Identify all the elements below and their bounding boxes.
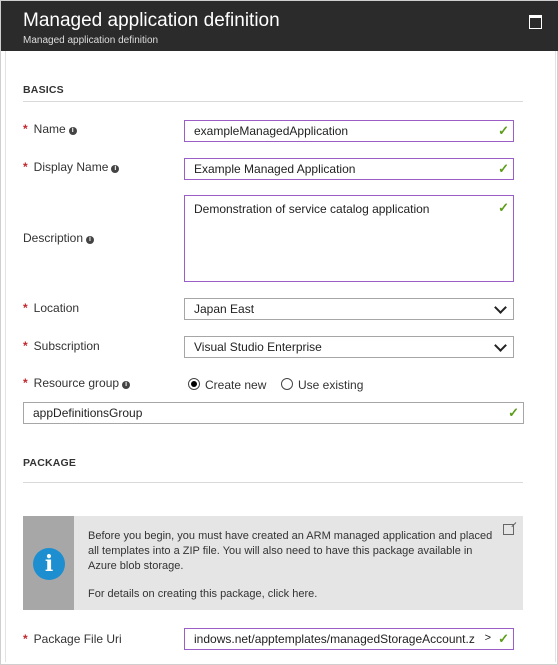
package-divider: [23, 482, 523, 483]
name-value: exampleManagedApplication: [194, 124, 349, 138]
location-dropdown[interactable]: [184, 298, 514, 320]
info-icon[interactable]: i: [69, 127, 77, 135]
chevron-down-icon: [494, 301, 507, 314]
name-label: * Name i: [23, 122, 77, 136]
display-name-value: Example Managed Application: [194, 162, 356, 176]
checkmark-icon: ✓: [498, 123, 509, 138]
text-overflow-marker: >: [484, 632, 491, 644]
package-section-title: PACKAGE: [23, 457, 77, 469]
checkmark-icon: ✓: [498, 161, 509, 176]
checkmark-icon: ✓: [498, 631, 509, 646]
maximize-icon[interactable]: [529, 15, 542, 29]
location-label: * Location: [23, 301, 80, 315]
use-existing-label[interactable]: Use existing: [298, 378, 364, 392]
package-file-uri-label: * Package File Uri: [23, 632, 122, 646]
info-icon[interactable]: i: [111, 165, 119, 173]
required-asterisk: *: [23, 122, 28, 136]
external-link-icon[interactable]: [503, 524, 514, 535]
name-input[interactable]: [184, 120, 514, 142]
info-icon[interactable]: i: [122, 381, 130, 389]
blade-header: [1, 1, 558, 51]
display-name-input[interactable]: [184, 158, 514, 180]
info-box[interactable]: [23, 516, 523, 610]
basics-divider: [23, 101, 523, 102]
create-new-label[interactable]: Create new: [205, 378, 267, 392]
required-asterisk: *: [23, 632, 28, 646]
display-name-label: * Display Name i: [23, 160, 119, 174]
package-file-uri-input[interactable]: [184, 628, 514, 650]
description-textarea[interactable]: [184, 195, 514, 282]
checkmark-icon: ✓: [508, 405, 519, 420]
info-icon[interactable]: i: [86, 236, 94, 244]
required-asterisk: *: [23, 339, 28, 353]
info-message: Before you begin, you must have created an ARM managed application and placed all templates into a ZIP file. You will also need to have this package available in Azure blob storage.: [88, 530, 493, 572]
create-new-radio[interactable]: [188, 378, 200, 390]
resource-group-input[interactable]: [23, 402, 524, 424]
resource-group-value: appDefinitionsGroup: [33, 406, 143, 420]
required-asterisk: *: [23, 301, 28, 315]
info-icon: i: [33, 548, 65, 580]
blade-title: Managed application definition: [23, 10, 280, 31]
checkmark-icon: ✓: [498, 200, 509, 215]
subscription-value: Visual Studio Enterprise: [194, 340, 322, 354]
subscription-label: * Subscription: [23, 339, 100, 353]
required-asterisk: *: [23, 160, 28, 174]
basics-section-title: BASICS: [23, 84, 64, 96]
package-file-uri-value: indows.net/apptemplates/managedStorageAccount.z: [194, 632, 475, 646]
required-asterisk: *: [23, 376, 28, 390]
chevron-down-icon: [494, 339, 507, 352]
subscription-dropdown[interactable]: [184, 336, 514, 358]
description-label: Description i: [23, 231, 94, 245]
location-value: Japan East: [194, 302, 255, 316]
use-existing-radio[interactable]: [281, 378, 293, 390]
blade-subtitle: Managed application definition: [23, 35, 159, 46]
resource-group-label: * Resource group i: [23, 376, 130, 390]
info-link[interactable]: For details on creating this package, click here.: [88, 588, 318, 600]
description-value: Demonstration of service catalog application: [194, 202, 430, 216]
info-box-icon-column: [23, 516, 74, 610]
